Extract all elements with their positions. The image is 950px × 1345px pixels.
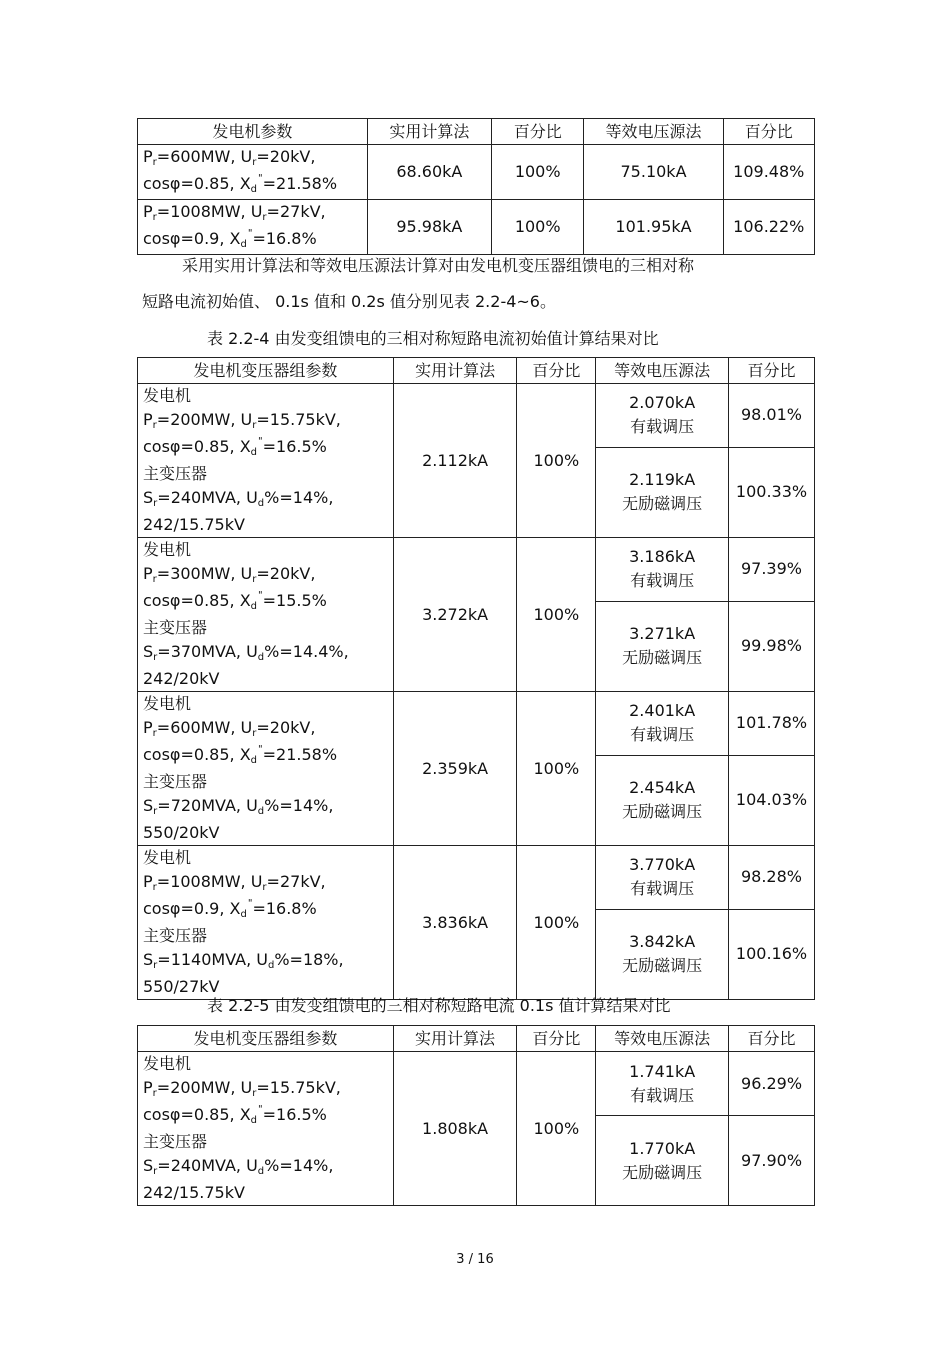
practical-value: 68.60kA bbox=[367, 145, 491, 200]
col-header: 百分比 bbox=[491, 119, 584, 145]
percent-value: 98.01% bbox=[729, 384, 815, 448]
table-2-2-4 bbox=[137, 357, 815, 1000]
onload-cell: 3.186kA 有载调压 bbox=[596, 538, 729, 602]
param-cell: 发电机 Pr=200MW, Ur=15.75kV, cosφ=0.85, Xd"=16.5% 主变压器 Sr=240MVA, Ud%=14%, 242/15.75kV bbox=[138, 1052, 394, 1206]
table-row bbox=[138, 538, 815, 602]
onload-cell: 3.770kA 有载调压 bbox=[596, 846, 729, 910]
percent-value: 97.39% bbox=[729, 538, 815, 602]
percent-value: 98.28% bbox=[729, 846, 815, 910]
percent-value: 100% bbox=[517, 384, 596, 538]
table-header-row bbox=[138, 358, 815, 384]
offload-cell: 3.271kA 无励磁调压 bbox=[596, 601, 729, 691]
percent-value: 96.29% bbox=[729, 1052, 815, 1116]
param-cell: Pr=1008MW, Ur=27kV, cosφ=0.9, Xd"=16.8% bbox=[138, 200, 368, 255]
table-row bbox=[138, 846, 815, 910]
percent-value: 100.16% bbox=[729, 909, 815, 999]
col-header: 发电机变压器组参数 bbox=[138, 358, 394, 384]
percent-value: 109.48% bbox=[723, 145, 814, 200]
onload-cell: 2.070kA 有载调压 bbox=[596, 384, 729, 448]
col-header: 百分比 bbox=[729, 358, 815, 384]
practical-value: 95.98kA bbox=[367, 200, 491, 255]
table-caption: 表 2.2-4 由发变组馈电的三相对称短路电流初始值计算结果对比 bbox=[207, 329, 659, 348]
col-header: 实用计算法 bbox=[367, 119, 491, 145]
col-header: 百分比 bbox=[517, 358, 596, 384]
practical-value: 2.112kA bbox=[393, 384, 517, 538]
col-header: 发电机变压器组参数 bbox=[138, 1026, 394, 1052]
percent-value: 100.33% bbox=[729, 447, 815, 537]
offload-cell: 2.454kA 无励磁调压 bbox=[596, 755, 729, 845]
param-cell: 发电机 Pr=1008MW, Ur=27kV, cosφ=0.9, Xd"=16.8% 主变压器 Sr=1140MVA, Ud%=18%, 550/27kV bbox=[138, 846, 394, 1000]
offload-cell: 1.770kA 无励磁调压 bbox=[596, 1116, 729, 1206]
body-paragraph-line: 采用实用计算法和等效电压源法计算对由发电机变压器组馈电的三相对称 bbox=[182, 256, 695, 275]
onload-cell: 2.401kA 有载调压 bbox=[596, 692, 729, 756]
param-cell: 发电机 Pr=200MW, Ur=15.75kV, cosφ=0.85, Xd"=16.5% 主变压器 Sr=240MVA, Ud%=14%, 242/15.75kV bbox=[138, 384, 394, 538]
table-header-row bbox=[138, 119, 815, 145]
percent-value: 101.78% bbox=[729, 692, 815, 756]
percent-value: 106.22% bbox=[723, 200, 814, 255]
percent-value: 100% bbox=[517, 538, 596, 692]
equivalent-value: 101.95kA bbox=[584, 200, 723, 255]
table-row bbox=[138, 1052, 815, 1116]
percent-value: 97.90% bbox=[729, 1116, 815, 1206]
practical-value: 2.359kA bbox=[393, 692, 517, 846]
percent-value: 100% bbox=[517, 846, 596, 1000]
practical-value: 1.808kA bbox=[393, 1052, 517, 1206]
col-header: 百分比 bbox=[723, 119, 814, 145]
col-header: 等效电压源法 bbox=[584, 119, 723, 145]
table-2-2-5 bbox=[137, 1025, 815, 1206]
percent-value: 100% bbox=[491, 145, 584, 200]
offload-cell: 3.842kA 无励磁调压 bbox=[596, 909, 729, 999]
table-row bbox=[138, 200, 815, 255]
param-cell: 发电机 Pr=600MW, Ur=20kV, cosφ=0.85, Xd"=21.58% 主变压器 Sr=720MVA, Ud%=14%, 550/20kV bbox=[138, 692, 394, 846]
percent-value: 100% bbox=[517, 1052, 596, 1206]
offload-cell: 2.119kA 无励磁调压 bbox=[596, 447, 729, 537]
col-header: 实用计算法 bbox=[393, 358, 517, 384]
col-header: 百分比 bbox=[517, 1026, 596, 1052]
percent-value: 100% bbox=[517, 692, 596, 846]
table-header-row bbox=[138, 1026, 815, 1052]
col-header: 发电机参数 bbox=[138, 119, 368, 145]
table-row bbox=[138, 384, 815, 448]
equivalent-value: 75.10kA bbox=[584, 145, 723, 200]
param-cell: 发电机 Pr=300MW, Ur=20kV, cosφ=0.85, Xd"=15.5% 主变压器 Sr=370MVA, Ud%=14.4%, 242/20kV bbox=[138, 538, 394, 692]
col-header: 实用计算法 bbox=[393, 1026, 517, 1052]
practical-value: 3.272kA bbox=[393, 538, 517, 692]
body-paragraph-line: 短路电流初始值、 0.1s 值和 0.2s 值分别见表 2.2-4~6。 bbox=[142, 292, 556, 311]
percent-value: 99.98% bbox=[729, 601, 815, 691]
col-header: 百分比 bbox=[729, 1026, 815, 1052]
table-row bbox=[138, 692, 815, 756]
generator-params-table bbox=[137, 118, 815, 255]
onload-cell: 1.741kA 有载调压 bbox=[596, 1052, 729, 1116]
table-caption: 表 2.2-5 由发变组馈电的三相对称短路电流 0.1s 值计算结果对比 bbox=[207, 996, 671, 1015]
col-header: 等效电压源法 bbox=[596, 1026, 729, 1052]
practical-value: 3.836kA bbox=[393, 846, 517, 1000]
param-cell: Pr=600MW, Ur=20kV, cosφ=0.85, Xd"=21.58% bbox=[138, 145, 368, 200]
percent-value: 100% bbox=[491, 200, 584, 255]
col-header: 等效电压源法 bbox=[596, 358, 729, 384]
page-number: 3 / 16 bbox=[456, 1252, 494, 1267]
table-row bbox=[138, 145, 815, 200]
percent-value: 104.03% bbox=[729, 755, 815, 845]
